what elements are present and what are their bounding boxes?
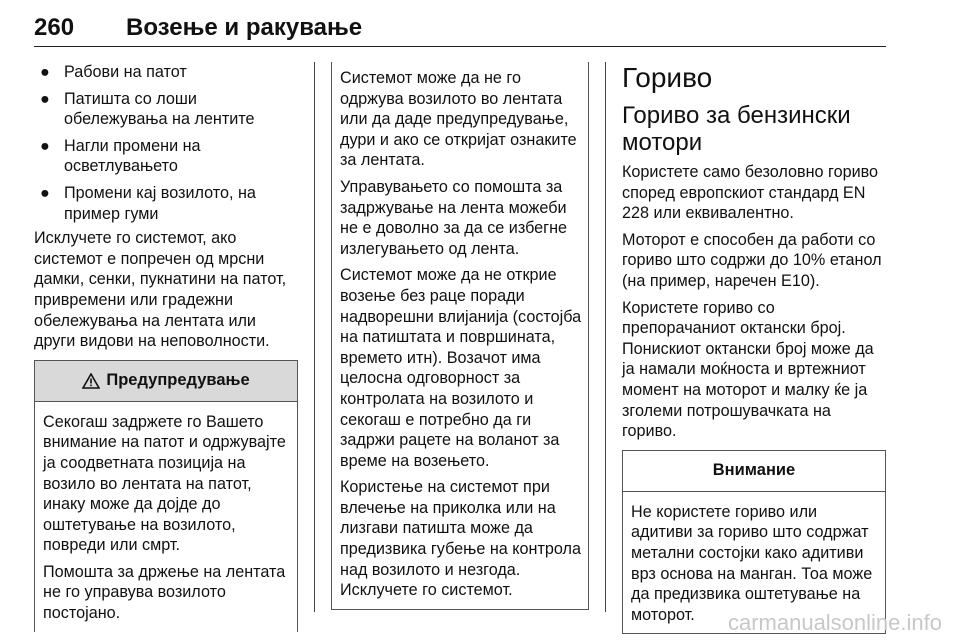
bullet-icon: ● <box>40 136 50 155</box>
page-number: 260 <box>34 14 75 41</box>
section-heading: Гориво <box>622 62 713 93</box>
section-subheading: Гориво за бензински мотори <box>622 102 851 156</box>
list-item: ● Рабови на патот <box>40 63 187 81</box>
list-item: ● Промени кај возилото, на пример гуми <box>40 183 256 223</box>
notice-paragraph: Не користете гориво или адитиви за гориво што содржат метални состојки како адитиви врз основа на манган. Тоа може да предизвика оштетување на моторот. <box>631 502 873 624</box>
notice-box <box>622 450 886 635</box>
list-item: ● Нагли промени на осветлувањето <box>40 136 201 176</box>
header-rule <box>34 46 886 47</box>
body-paragraph: Моторот е способен да работи со гориво што содржи до 10% етанол (на пример, наречен E10). <box>622 230 882 290</box>
body-paragraph: Користете гориво со препорачаниот октански број. Понискиот октански број може да ја намали моќноста и вртежниот момент на моторот и малку ќе ја зголеми потрошувачката на гориво. <box>622 298 874 441</box>
column-divider-2 <box>605 62 606 612</box>
warning-box <box>34 360 298 632</box>
list-item: ● Патишта со лоши обележувања на лентите <box>40 89 255 129</box>
warning-triangle-icon <box>82 373 100 389</box>
body-paragraph: Исклучете го системот, ако системот е попречен од мрсни дамки, сенки, пукнатини на патот, привремени или градежни обележувања на лентата или други видови на неповолности. <box>34 229 287 351</box>
warning-paragraph: Помошта за држење на лентата не го управува возилото постојано. <box>43 562 286 623</box>
column-1 <box>34 62 298 632</box>
bullet-icon: ● <box>40 63 50 81</box>
watermark: carmanualsonline.info <box>727 610 942 635</box>
body-paragraph: Системот може да не открие возење без раце поради надворешни влијанија (состојба на патиштата и површината, времето итн). Возачот има целосна одговорност за контролата на возилото и секогаш е потребно да ги задржи рацете на воланот за време на возењето. <box>340 266 582 470</box>
page-header <box>34 0 886 48</box>
column-divider-1 <box>314 62 315 612</box>
notice-heading: Внимание <box>712 461 796 480</box>
page-title: Возење и ракување <box>126 14 363 41</box>
continued-warning-box <box>331 62 589 610</box>
bullet-icon: ● <box>40 183 50 202</box>
warning-box-body <box>35 402 297 632</box>
body-paragraph: Користење на системот при влечење на приколка или на лизгави патишта може да предизвика губење на контрола над возилото и незгода. Исклучете го системот. <box>340 478 581 600</box>
warning-paragraph: Секогаш задржете го Вашето внимание на патот и одржувајте ја соодветната позиција на возило во лентата на патот, инаку може да дојде до оштетување на возилото, повреди или смрт. <box>43 412 286 555</box>
notice-box-header <box>623 451 885 492</box>
column-2 <box>331 62 589 610</box>
conditions-list <box>34 62 298 224</box>
body-paragraph: Користете само безоловно гориво според европскиот стандард EN 228 или еквивалентно. <box>622 163 879 223</box>
bullet-icon: ● <box>40 89 50 108</box>
body-paragraph: Управувањето со помошта за задржување на лента можеби не е доволно за да се избегне излегувањето од лента. <box>340 177 568 258</box>
warning-box-header <box>35 361 297 402</box>
warning-heading: Предупредување <box>106 371 250 390</box>
column-3 <box>622 62 886 634</box>
body-paragraph: Системот може да не го одржува возилото во лентата или да даде предупредување, дури и ако се откријат ознаките за лентата. <box>340 69 577 170</box>
